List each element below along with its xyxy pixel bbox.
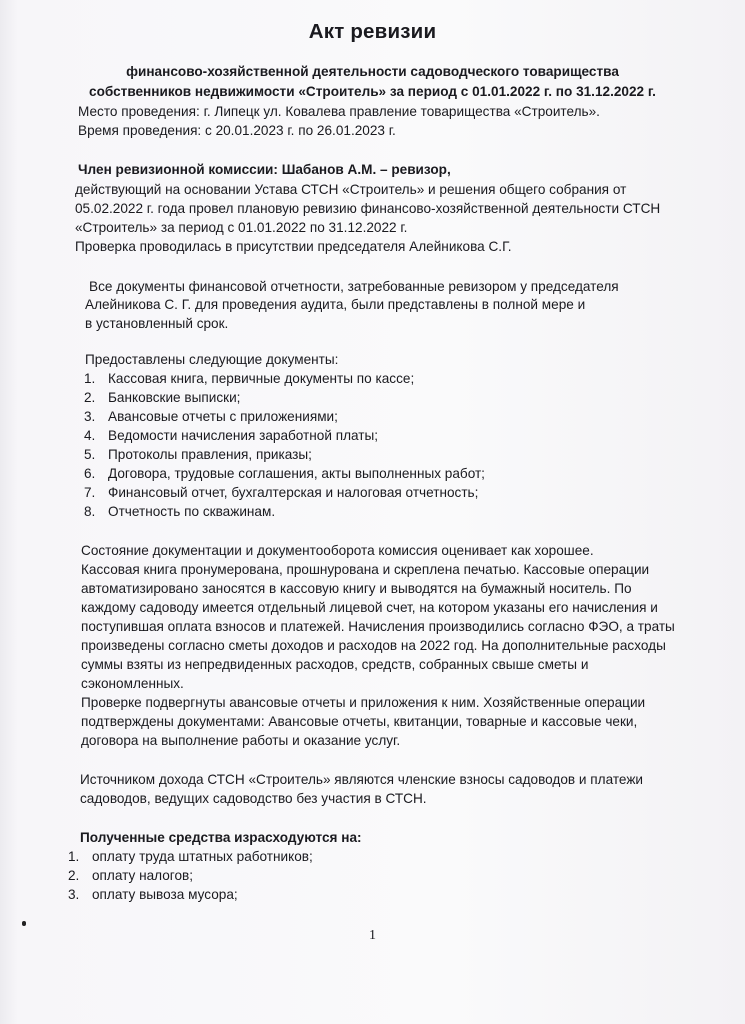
list-text: Кассовая книга, первичные документы по кассе; <box>108 371 415 386</box>
document-list-item <box>84 428 378 444</box>
meta-time: Время проведения: с 20.01.2023 г. по 26.01.2023 г. <box>78 123 396 138</box>
list-number: 6. <box>84 466 96 481</box>
expense-list-item <box>68 887 238 903</box>
list-number: 5. <box>84 447 96 462</box>
list-number: 2. <box>68 868 80 883</box>
commission-member: Член ревизионной комиссии: Шабанов А.М. – ревизор, <box>78 162 451 177</box>
income-paragraph-line: садоводов, ведущих садоводство без участия в СТСН. <box>80 791 427 806</box>
commission-line: 05.02.2022 г. года провел плановую ревизию финансово-хозяйственной деятельности СТСН <box>75 201 661 216</box>
state-paragraph-line: каждому садоводу имеется отдельный лицевой счет, на котором указаны его начисления и <box>81 600 658 615</box>
state-paragraph-line: автоматизировано заносятся в кассовую книгу и выводятся на бумажный носитель. По <box>81 581 632 596</box>
scan-speck <box>22 921 26 926</box>
list-text: Протоколы правления, приказы; <box>108 447 312 462</box>
list-number: 1. <box>84 371 96 386</box>
document-list-item <box>84 447 312 463</box>
document-list-item <box>84 371 414 387</box>
list-number: 1. <box>68 849 80 864</box>
document-list-item <box>84 390 240 406</box>
documents-intro-line: Алейникова С. Г. для проведения аудита, были представлены в полной мере и <box>85 297 586 312</box>
state-paragraph-line: произведены согласно сметы доходов и расходов на 2022 год. На дополнительные расходы <box>81 638 666 653</box>
list-text: Ведомости начисления заработной платы; <box>108 428 379 443</box>
state-paragraph-line: Кассовая книга пронумерована, прошнурована и скреплена печатью. Кассовые операции <box>81 562 650 577</box>
document-list-item <box>84 504 275 520</box>
list-text: оплату труда штатных работников; <box>92 849 313 864</box>
list-number: 3. <box>84 409 96 424</box>
documents-heading: Предоставлены следующие документы: <box>85 352 339 367</box>
commission-line: действующий на основании Устава СТСН «Строитель» и решения общего собрания от <box>75 182 627 197</box>
list-number: 4. <box>84 428 96 443</box>
list-number: 7. <box>84 485 96 500</box>
list-number: 3. <box>68 887 80 902</box>
document-list-item <box>84 485 478 501</box>
document-list-item <box>84 409 338 425</box>
document-title: Акт ревизии <box>308 20 437 43</box>
state-paragraph-line: договора на выполнение работы и оказание услуг. <box>81 733 401 748</box>
state-paragraph-line: Состояние документации и документооборота комиссия оценивает как хорошее. <box>81 543 594 558</box>
state-paragraph-line: суммы взяты из непредвиденных расходов, средств, собранных свыше сметы и <box>81 657 589 672</box>
subtitle-line-2: собственников недвижимости «Строитель» за период с 01.01.2022 г. по 31.12.2022 г. <box>89 84 656 99</box>
expense-list-item <box>68 868 193 884</box>
list-text: оплату налогов; <box>92 868 193 883</box>
list-text: Договора, трудовые соглашения, акты выполненных работ; <box>108 466 485 481</box>
list-number: 8. <box>84 504 96 519</box>
page-number: 1 <box>369 928 376 943</box>
list-text: Отчетность по скважинам. <box>108 504 276 519</box>
expense-list-item <box>68 849 313 865</box>
commission-line: Проверка проводилась в присутствии председателя Алейникова С.Г. <box>75 239 512 254</box>
list-number: 2. <box>84 390 96 405</box>
document-list-item <box>84 466 485 482</box>
state-paragraph-line: Проверке подвергнуты авансовые отчеты и приложения к ним. Хозяйственные операции <box>81 695 646 710</box>
subtitle-line-1: финансово-хозяйственной деятельности садоводческого товарищества <box>126 64 619 79</box>
list-text: Финансовый отчет, бухгалтерская и налоговая отчетность; <box>108 485 479 500</box>
commission-line: «Строитель» за период с 01.01.2022 по 31.12.2022 г. <box>75 220 408 235</box>
expenses-heading: Полученные средства израсходуются на: <box>80 830 362 845</box>
documents-intro-line: Все документы финансовой отчетности, затребованные ревизором у председателя <box>89 279 619 294</box>
documents-intro-line: в установленный срок. <box>85 316 229 331</box>
state-paragraph-line: поступившая оплата взносов и платежей. Начисления производились согласно ФЭО, а траты <box>81 619 675 634</box>
meta-place: Место проведения: г. Липецк ул. Ковалева правление товарищества «Строитель». <box>78 104 600 119</box>
list-text: оплату вывоза мусора; <box>92 887 238 902</box>
state-paragraph-line: подтверждены документами: Авансовые отчеты, квитанции, товарные и кассовые чеки, <box>81 714 638 729</box>
list-text: Банковские выписки; <box>108 390 241 405</box>
income-paragraph-line: Источником дохода СТСН «Строитель» являются членские взносы садоводов и платежи <box>80 772 644 787</box>
state-paragraph-line: сэкономленных. <box>81 676 184 691</box>
list-text: Авансовые отчеты с приложениями; <box>108 409 338 424</box>
